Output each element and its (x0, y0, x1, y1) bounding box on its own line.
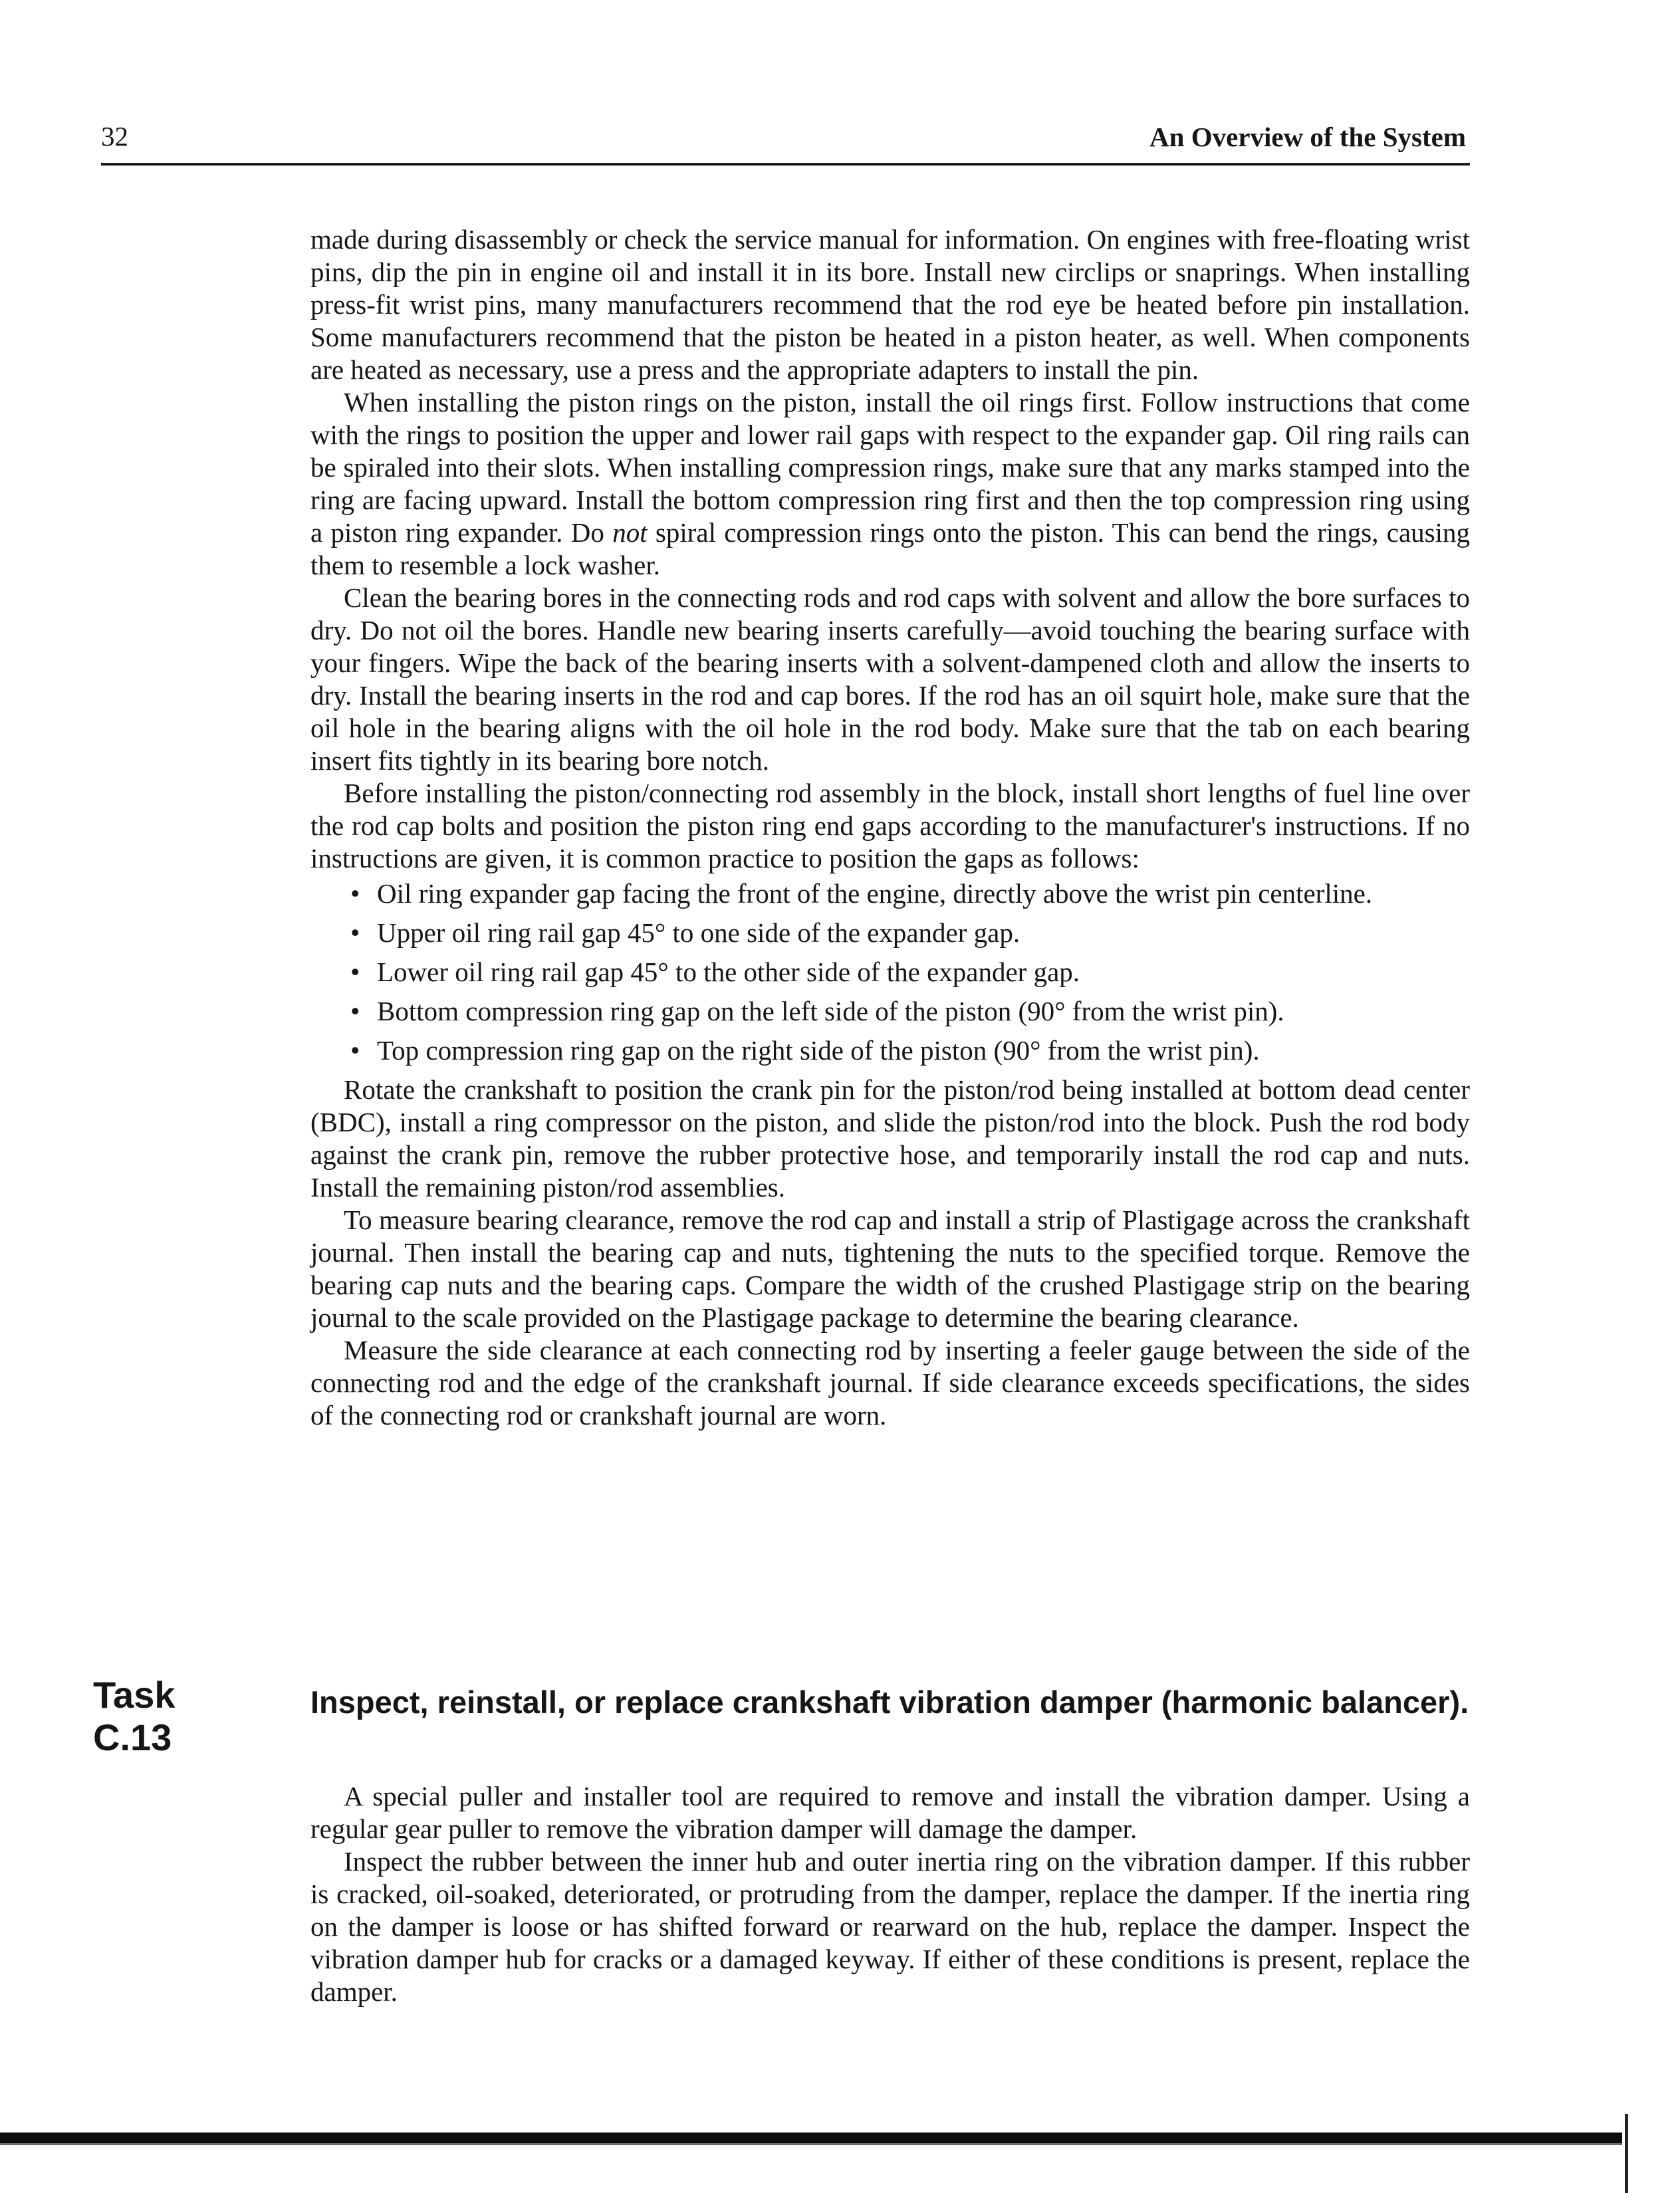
paragraph-bearing-bores: Clean the bearing bores in the connecting rods and rod caps with solvent and allow the bore surfaces to dry. Do not oil the bores. Handle new bearing inserts carefully—avoid touching the bearing surface with your fingers. Wipe the back of the bearing inserts with a solvent-dampened cloth and allow the inserts to dry. Install the bearing inserts in the rod and cap bores. If the rod has an oil squirt hole, make sure that the oil hole in the bearing aligns with the oil hole in the rod body. Make sure that the tab on each bearing insert fits tightly in its bearing bore notch. (310, 582, 1470, 776)
list-item-text: Top compression ring gap on the right side of the piston (90° from the wrist pin). (377, 1035, 1260, 1066)
paragraph-crankshaft-rotation: Rotate the crankshaft to position the crank pin for the piston/rod being installed at bottom dead center (BDC), install a ring compressor on the piston, and slide the piston/rod into the block. Push the rod body against the crank pin, remove the rubber protective hose, and temporarily install the rod cap and nuts. Install the remaining piston/rod assemblies. (310, 1074, 1470, 1203)
footer-rule (0, 2133, 1622, 2143)
task-label (93, 1674, 175, 1759)
main-text-column (310, 223, 1470, 1432)
paragraph-piston-rings-part2: spiral compression rings onto the piston. This can bend the rings, causing them to resemble a lock washer. (310, 517, 1471, 580)
paragraph-inspect-rubber: Inspect the rubber between the inner hub and outer inertia ring on the vibration damper. If this rubber is cracked, oil-soaked, deteriorated, or protruding from the damper, replace the damper. If the inertia ring on the damper is loose or has shifted forward or rearward on the hub, replace the damper. Inspect the vibration damper hub for cracks or a damaged keyway. If either of these conditions is present, replace the damper. (310, 1846, 1470, 2007)
paragraph-continuation: made during disassembly or check the service manual for information. On engines with free-floating wrist pins, dip the pin in engine oil and install it in its bore. Install new circlips or snaprings. When installing press-fit wrist pins, many manufacturers recommend that the rod eye be heated before pin installation. Some manufacturers recommend that the piston be heated in a piston heater, as well. When components are heated as necessary, use a press and the appropriate adapters to install the pin. (310, 224, 1470, 385)
bullet-icon: • (350, 957, 360, 987)
task-heading: Inspect, reinstall, or replace crankshaft vibration damper (harmonic balancer). (310, 1684, 1469, 1720)
list-item (350, 956, 1470, 988)
paragraph-bearing-clearance: To measure bearing clearance, remove the rod cap and install a strip of Plastigage across the crankshaft journal. Then install the bearing cap and nuts, tightening the nuts to the specified torque. Remove the bearing cap nuts and the bearing caps. Compare the width of the crushed Plastigage strip on the bearing journal to the scale provided on the Plastigage package to determine the bearing clearance. (310, 1205, 1470, 1333)
page-number: 32 (101, 121, 128, 152)
emphasis-not: not (612, 517, 648, 548)
ring-gap-list (310, 877, 1470, 1067)
list-item (350, 877, 1470, 910)
list-item-text: Upper oil ring rail gap 45° to one side of the expander gap. (377, 917, 1020, 948)
list-item (350, 995, 1470, 1028)
list-item (350, 917, 1470, 949)
paragraph-piston-rings (310, 386, 1470, 582)
bullet-icon: • (350, 996, 360, 1026)
list-item (350, 1034, 1470, 1067)
bullet-icon: • (350, 1035, 360, 1066)
bullet-icon: • (350, 878, 360, 909)
footer-rule-shadow (0, 2143, 1622, 2145)
paragraph-ring-gaps: Before installing the piston/connecting rod assembly in the block, install short lengths of fuel line over the rod cap bolts and position the piston ring end gaps according to the manufacturer's instructions. If no instructions are given, it is common practice to position the gaps as follows: (310, 778, 1470, 873)
list-item-text: Bottom compression ring gap on the left side of the piston (90° from the wrist pin). (377, 996, 1284, 1026)
paragraph-piston-rings-part1: When installing the piston rings on the piston, install the oil rings first. Follow instructions that come with the rings to position the upper and lower rail gaps with respect to the expander gap. Oil ring rails can be spiraled into their slots. When installing compression rings, make sure that any marks stamped into the ring are facing upward. Install the bottom compression ring first and then the top compression ring using a piston ring expander. Do (310, 387, 1470, 548)
task-label-code: C.13 (93, 1716, 172, 1758)
task-label-word: Task (93, 1674, 176, 1716)
task-text-column (310, 1780, 1470, 2008)
bullet-icon: • (350, 917, 360, 948)
running-head-title: An Overview of the System (1149, 122, 1466, 152)
list-item-text: Oil ring expander gap facing the front of the engine, directly above the wrist pin centerline. (377, 878, 1373, 909)
scan-edge-mark (1625, 2114, 1628, 2193)
paragraph-side-clearance: Measure the side clearance at each connecting rod by inserting a feeler gauge between the side of the connecting rod and the edge of the crankshaft journal. If side clearance exceeds specifications, the sides of the connecting rod or crankshaft journal are worn. (310, 1335, 1470, 1431)
list-item-text: Lower oil ring rail gap 45° to the other side of the expander gap. (377, 957, 1080, 987)
paragraph-puller-tool: A special puller and installer tool are required to remove and install the vibration damper. Using a regular gear puller to remove the vibration damper will damage the damper. (310, 1781, 1470, 1844)
header-rule (101, 163, 1470, 166)
